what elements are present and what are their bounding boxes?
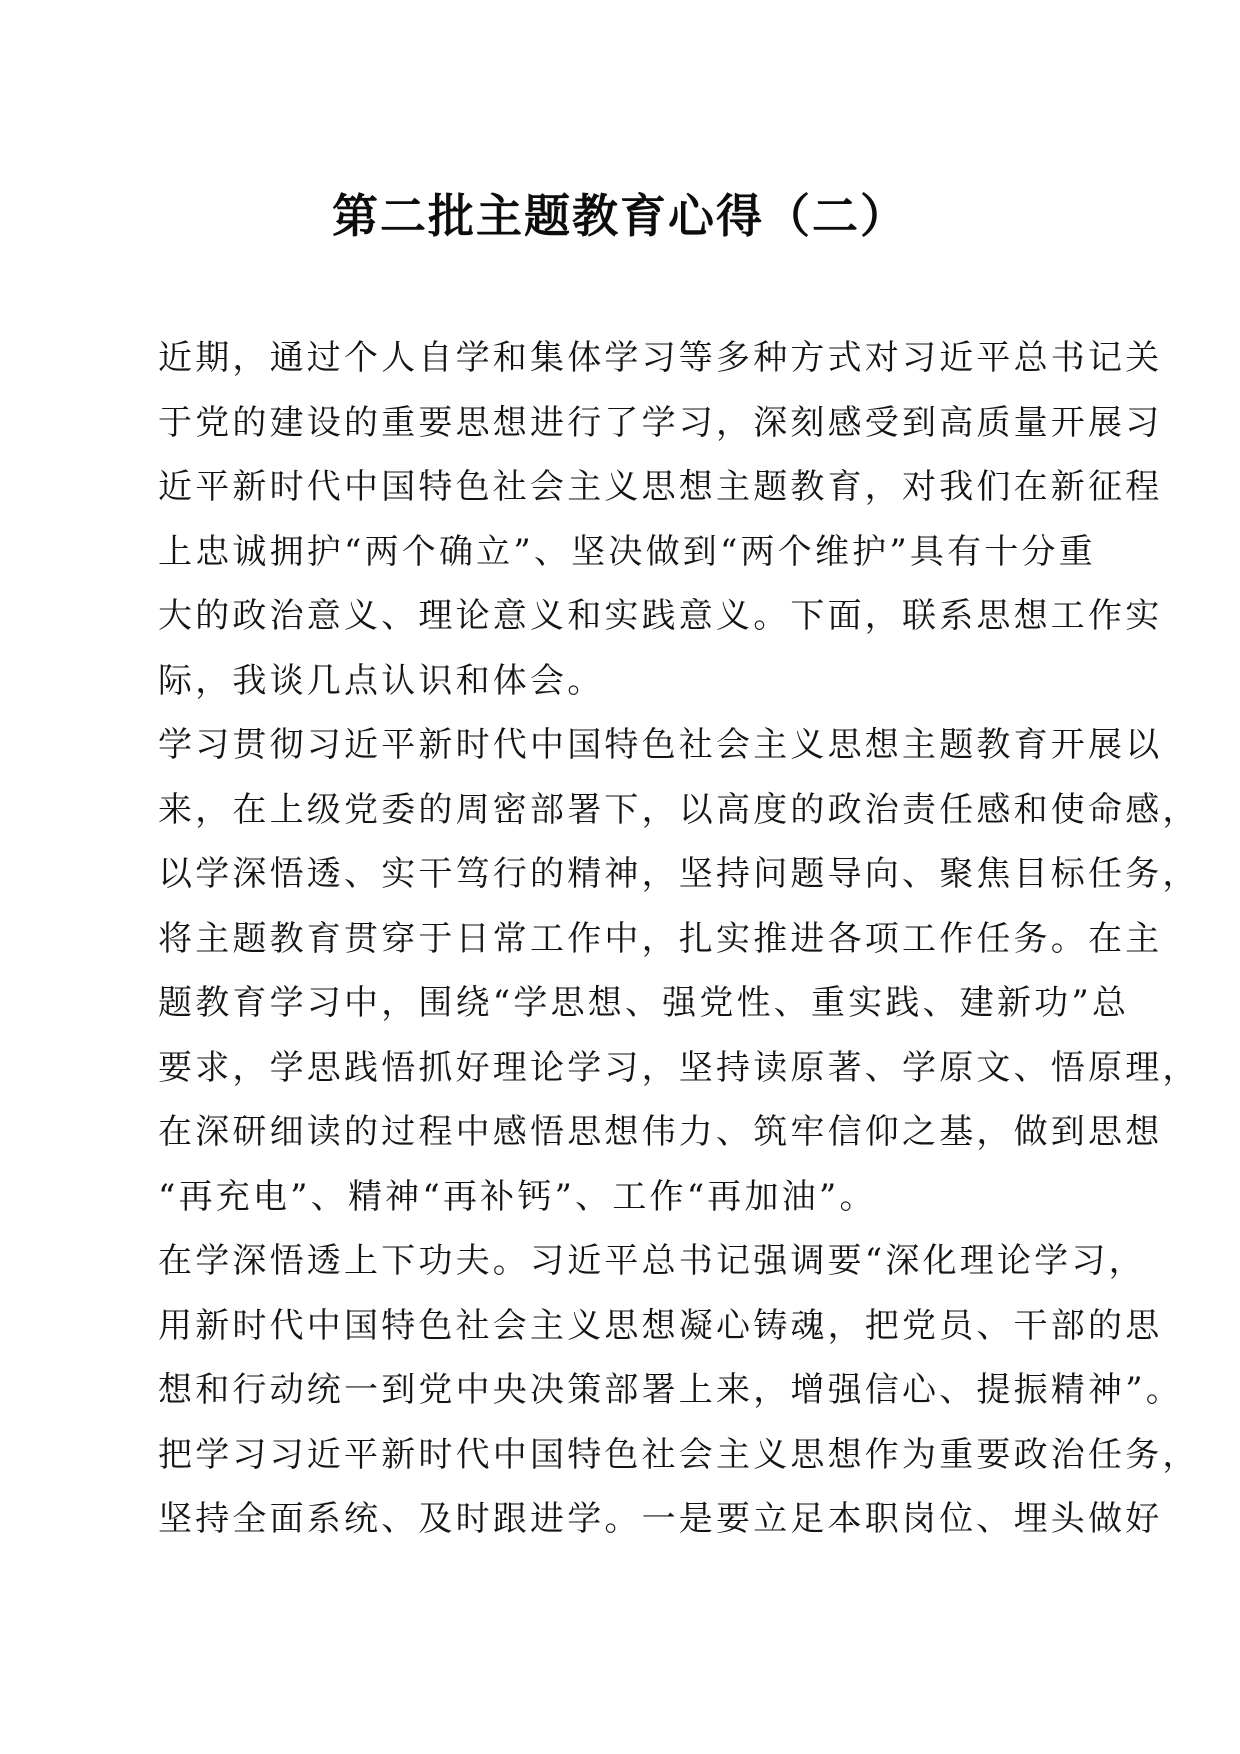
text-line: 在深研细读的过程中感悟思想伟力、筑牢信仰之基，做到思想 xyxy=(158,1112,1163,1152)
text-line: 用新时代中国特色社会主义思想凝心铸魂，把党员、干部的思 xyxy=(158,1305,1163,1346)
text-line: 大的政治意义、理论意义和实践意义。下面，联系思想工作实 xyxy=(158,596,1163,636)
text-line: 于党的建设的重要思想进行了学习，深刻感受到高质量开展习 xyxy=(158,402,1163,443)
text-line: 学习贯彻习近平新时代中国特色社会主义思想主题教育开展以 xyxy=(158,725,1163,765)
text-line: 题教育学习中，围绕“学思想、强党性、重实践、建新功”总 xyxy=(158,983,1130,1023)
text-line: 以学深悟透、实干笃行的精神，坚持问题导向、聚焦目标任务， xyxy=(158,854,1200,894)
document-title: 第二批主题教育心得（二） xyxy=(332,189,908,243)
text-line: 要求，学思践悟抓好理论学习，坚持读原著、学原文、悟原理， xyxy=(158,1047,1200,1088)
text-line: 把学习习近平新时代中国特色社会主义思想作为重要政治任务， xyxy=(158,1434,1200,1475)
text-line: 近期，通过个人自学和集体学习等多种方式对习近平总书记关 xyxy=(158,338,1163,378)
document-body xyxy=(158,326,1200,1552)
text-line: 坚持全面系统、及时跟进学。一是要立足本职岗位、埋头做好 xyxy=(158,1499,1163,1539)
text-line: 将主题教育贯穿于日常工作中，扎实推进各项工作任务。在主 xyxy=(158,918,1163,959)
text-line: 来，在上级党委的周密部署下，以高度的政治责任感和使命感， xyxy=(158,789,1200,830)
text-line: 近平新时代中国特色社会主义思想主题教育，对我们在新征程 xyxy=(158,467,1163,507)
text-line: “再充电”、精神“再补钙”、工作“再加油”。 xyxy=(158,1176,877,1217)
text-line: 上忠诚拥护“两个确立”、坚决做到“两个维护”具有十分重 xyxy=(158,531,1096,572)
text-line: 想和行动统一到党中央决策部署上来，增强信心、提振精神”。 xyxy=(158,1370,1183,1410)
text-line: 在学深悟透上下功夫。习近平总书记强调要“深化理论学习， xyxy=(158,1241,1146,1281)
text-line: 际，我谈几点认识和体会。 xyxy=(158,660,605,701)
